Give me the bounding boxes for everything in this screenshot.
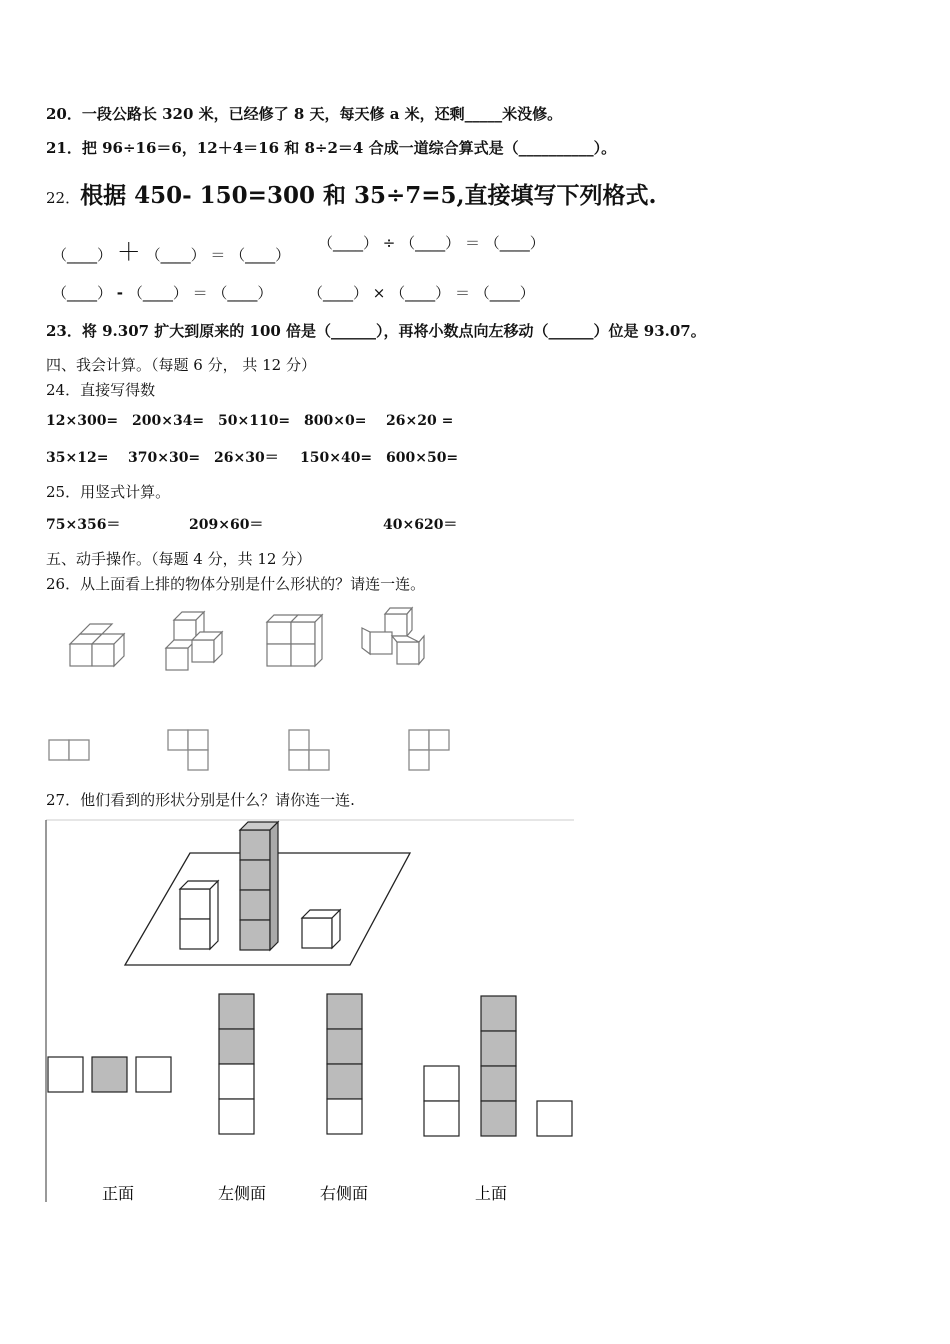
top-view-3 [289,730,329,770]
question-number: 25． [46,483,81,501]
plus-operator: ＋ [116,238,141,266]
blank[interactable]: （____） [318,234,379,252]
question-text: 根据 450- 150=300 和 35÷7=5,直接填写下列格式. [80,182,657,209]
cube-object-1 [70,624,124,666]
question-26 [46,573,425,594]
blank[interactable]: （____） [474,284,535,302]
blank[interactable]: （____） [52,246,113,264]
cube-object-2 [166,612,222,670]
fill-row-1b [318,232,545,253]
white-cube-stack [180,881,218,949]
calc-item: 35×12= [46,450,109,466]
question-number: 24． [46,381,81,399]
question-number: 26． [46,575,81,593]
blank[interactable]: （____） [308,284,369,302]
calc-item: 370×30= [128,450,201,466]
calc-item: 209×60＝ [189,517,264,533]
question-number: 23． [46,322,82,340]
section-4-heading: 四、我会计算。（每题 6 分， 共 12 分） [46,356,316,374]
minus-operator: - [116,284,124,302]
fill-row-2b [308,282,535,303]
question-number: 27． [46,791,81,809]
question-24 [46,379,155,400]
question-number: 22． [46,189,81,207]
single-white-cube [302,910,340,948]
label-left: 左侧面 [217,1184,267,1203]
calc-row-2 [46,447,458,467]
calc-item: 50×110= [218,413,291,429]
question-number: 20． [46,105,82,123]
calc-item: 800×0= [304,413,367,429]
fill-row-1a [52,232,290,267]
top-view-2 [168,730,208,770]
question-text: 从上面看上排的物体分别是什么形状的？请连一连。 [80,575,426,593]
top-view-4 [409,730,449,770]
gray-cube-stack [240,822,278,950]
blank[interactable]: （____） [230,246,291,264]
blank[interactable]: （____） [390,284,451,302]
question-text: 用竖式计算。 [80,483,171,501]
question-27 [46,789,355,810]
blank[interactable]: （____） [52,284,113,302]
view-option-front [48,1057,171,1092]
blank[interactable]: （____） [145,246,206,264]
q26-figures [40,600,460,780]
blank[interactable]: （____） [400,234,461,252]
question-text: 一段公路长 320 米，已经修了 8 天，每天修 a 米，还剩_____米没修。 [81,105,563,123]
equals-operator: ＝ [454,284,470,302]
cube-object-4 [362,608,424,664]
question-number: 21． [46,139,82,157]
question-21 [46,137,616,158]
blank[interactable]: （____） [212,284,273,302]
calc-item: 600×50= [386,450,459,466]
calc-row-1 [46,413,453,429]
multiply-operator: × [372,284,386,302]
question-text: 将 9.307 扩大到原来的 100 倍是（______），再将小数点向左移动（______）位是 93.07。 [81,322,706,340]
equals-operator: ＝ [464,234,480,252]
view-option-right [327,994,362,1134]
calc-item: 26×20 = [386,413,454,429]
calc-item: 75×356＝ [46,517,121,533]
equals-operator: ＝ [192,284,208,302]
label-top: 上面 [474,1184,508,1203]
calc-item: 12×300= [46,413,119,429]
section-5-heading: 五、动手操作。（每题 4 分，共 12 分） [46,550,312,568]
vertical-calc-row [46,514,457,534]
label-front: 正面 [101,1184,135,1203]
blank[interactable]: （____） [127,284,188,302]
view-option-left [219,994,254,1134]
view-option-top [424,996,572,1136]
question-text: 他们看到的形状分别是什么？请你连一连. [80,791,355,809]
calc-item: 40×620＝ [383,517,458,533]
question-text: 把 96÷16＝6，12＋4＝16 和 8÷2＝4 合成一道综合算式是（__________）。 [81,139,617,157]
blank[interactable]: （____） [484,234,545,252]
top-view-1 [49,740,89,760]
question-23 [46,320,706,341]
question-25 [46,481,170,502]
divide-operator: ÷ [382,234,396,252]
q27-figure [44,818,576,1204]
equals-operator: ＝ [210,246,226,264]
label-right: 右侧面 [319,1184,369,1203]
question-22 [46,177,657,210]
calc-item: 150×40= [300,450,373,466]
fill-row-2a [52,282,272,303]
calc-item: 26×30＝ [214,450,279,466]
question-text: 直接写得数 [80,381,156,399]
cube-object-3 [267,615,322,666]
question-20 [46,103,562,124]
calc-item: 200×34= [132,413,205,429]
